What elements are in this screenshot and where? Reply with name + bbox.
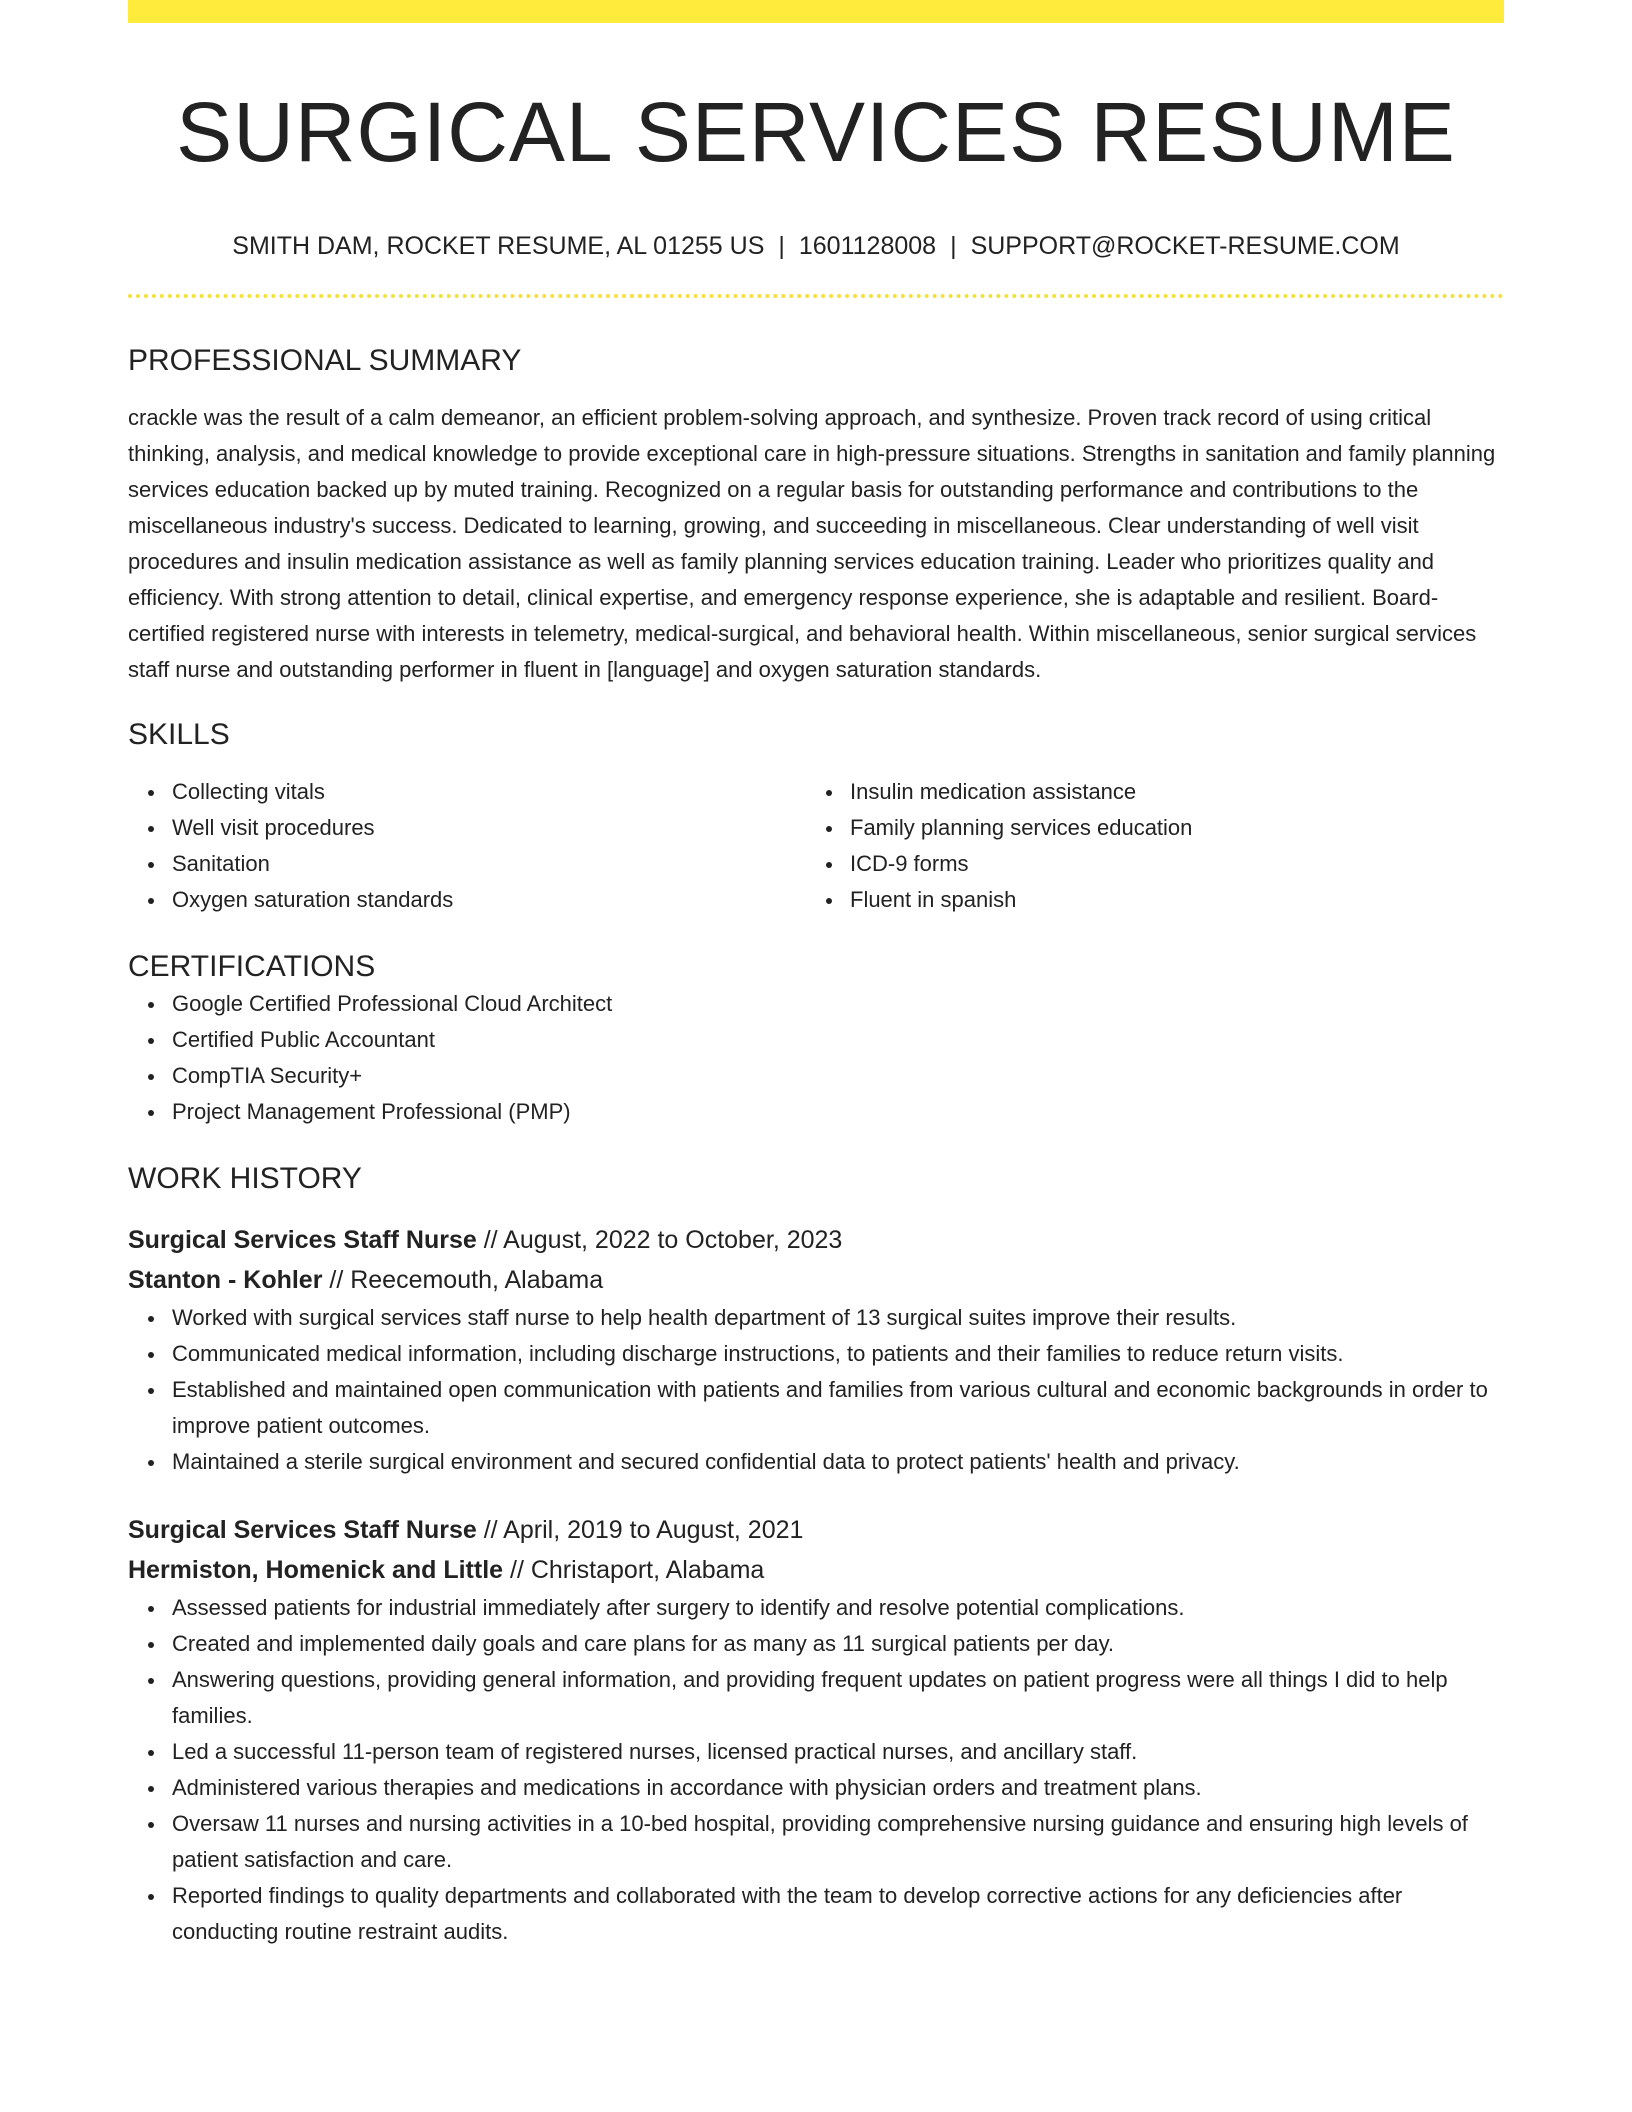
dotted-divider bbox=[128, 294, 1504, 298]
job-bullet: Worked with surgical services staff nurse to help health department of 13 surgical suites improve their results. bbox=[172, 1300, 1504, 1336]
skill-item: Oxygen saturation standards bbox=[172, 882, 806, 918]
summary-heading: PROFESSIONAL SUMMARY bbox=[128, 344, 522, 377]
skill-item: Fluent in spanish bbox=[850, 882, 1484, 918]
certification-item: Certified Public Accountant bbox=[172, 1022, 1504, 1058]
contact-line bbox=[128, 230, 1504, 262]
certification-item: Project Management Professional (PMP) bbox=[172, 1094, 1504, 1130]
job-bullet: Assessed patients for industrial immediately after surgery to identify and resolve potential complications. bbox=[172, 1590, 1504, 1626]
resume-content bbox=[128, 0, 1504, 1950]
certification-item: Google Certified Professional Cloud Architect bbox=[172, 986, 1504, 1022]
job-location: // Reecemouth, Alabama bbox=[322, 1266, 604, 1294]
skills-heading: SKILLS bbox=[128, 718, 230, 751]
resume-title: SURGICAL SERVICES RESUME bbox=[176, 85, 1456, 179]
certifications-heading: CERTIFICATIONS bbox=[128, 950, 376, 983]
skill-item: Insulin medication assistance bbox=[850, 774, 1484, 810]
job-company-line bbox=[128, 1260, 1504, 1300]
summary-text: crackle was the result of a calm demeanor, an efficient problem-solving approach, and synthesize. Proven track record of using critical thinking, analysis, and medical knowledge to provide exceptional care in high-pressure situations. Strengths in sanitation and family planning services education backed up by muted training. Recognized on a regular basis for outstanding performance and contributions to the miscellaneous industry's success. Dedicated to learning, growing, and succeeding in miscellaneous. Clear understanding of well visit procedures and insulin medication assistance as well as family planning services education training. Leader who prioritizes quality and efficiency. With strong attention to detail, clinical expertise, and emergency response experience, she is adaptable and resilient. Board-certified registered nurse with interests in telemetry, medical-surgical, and behavioral health. Within miscellaneous, senior surgical services staff nurse and outstanding performer in fluent in [language] and oxygen saturation standards. bbox=[128, 405, 1496, 682]
skills-list-left bbox=[128, 774, 806, 918]
job-bullet: Established and maintained open communication with patients and families from various cultural and economic backgrounds in order to improve patient outcomes. bbox=[172, 1372, 1504, 1444]
job-bullet: Oversaw 11 nurses and nursing activities in a 10-bed hospital, providing comprehensive nursing guidance and ensuring high levels of patient satisfaction and care. bbox=[172, 1806, 1504, 1878]
skill-item: Collecting vitals bbox=[172, 774, 806, 810]
contact-address: SMITH DAM, ROCKET RESUME, AL 01255 US bbox=[232, 232, 765, 260]
job-entry bbox=[128, 1510, 1504, 1950]
certification-item: CompTIA Security+ bbox=[172, 1058, 1504, 1094]
job-title-line bbox=[128, 1510, 1504, 1550]
job-bullets bbox=[128, 1300, 1504, 1480]
job-bullet: Answering questions, providing general information, and providing frequent updates on patient progress were all things I did to help families. bbox=[172, 1662, 1504, 1734]
skills-column-left bbox=[128, 774, 806, 918]
skills-grid bbox=[128, 774, 1504, 918]
skills-column-right bbox=[806, 774, 1484, 918]
job-location: // Christaport, Alabama bbox=[503, 1556, 765, 1584]
job-company: Stanton - Kohler bbox=[128, 1266, 323, 1294]
job-bullet: Reported findings to quality departments and collaborated with the team to develop corrective actions for any deficiencies after conducting routine restraint audits. bbox=[172, 1878, 1504, 1950]
contact-email: SUPPORT@ROCKET-RESUME.COM bbox=[970, 232, 1400, 260]
contact-separator: | bbox=[950, 232, 957, 260]
skills-list-right bbox=[806, 774, 1484, 918]
job-company: Hermiston, Homenick and Little bbox=[128, 1556, 504, 1584]
job-bullet: Created and implemented daily goals and care plans for as many as 11 surgical patients per day. bbox=[172, 1626, 1504, 1662]
job-bullet: Maintained a sterile surgical environment and secured confidential data to protect patients' health and privacy. bbox=[172, 1444, 1504, 1480]
work-history-heading: WORK HISTORY bbox=[128, 1162, 362, 1195]
job-bullet: Administered various therapies and medications in accordance with physician orders and treatment plans. bbox=[172, 1770, 1504, 1806]
job-entry bbox=[128, 1220, 1504, 1480]
skill-item: ICD-9 forms bbox=[850, 846, 1484, 882]
certifications-list bbox=[128, 986, 1504, 1130]
skill-item: Family planning services education bbox=[850, 810, 1484, 846]
skill-item: Well visit procedures bbox=[172, 810, 806, 846]
job-role: Surgical Services Staff Nurse bbox=[128, 1226, 477, 1254]
job-dates: // April, 2019 to August, 2021 bbox=[476, 1516, 804, 1544]
job-bullets bbox=[128, 1590, 1504, 1950]
job-role: Surgical Services Staff Nurse bbox=[128, 1516, 477, 1544]
job-bullet: Communicated medical information, including discharge instructions, to patients and their families to reduce return visits. bbox=[172, 1336, 1504, 1372]
job-title-line bbox=[128, 1220, 1504, 1260]
job-dates: // August, 2022 to October, 2023 bbox=[476, 1226, 843, 1254]
contact-separator: | bbox=[778, 232, 785, 260]
job-bullet: Led a successful 11-person team of registered nurses, licensed practical nurses, and ancillary staff. bbox=[172, 1734, 1504, 1770]
contact-phone: 1601128008 bbox=[798, 232, 937, 260]
skill-item: Sanitation bbox=[172, 846, 806, 882]
job-company-line bbox=[128, 1550, 1504, 1590]
